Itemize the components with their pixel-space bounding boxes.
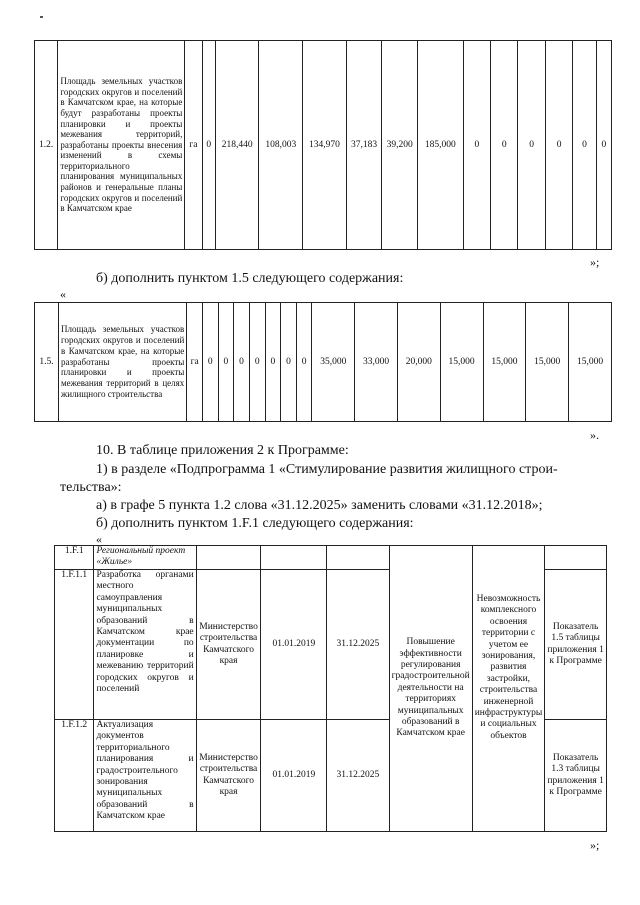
value-cell: 0	[265, 303, 281, 422]
unit-cell: га	[185, 41, 202, 250]
value-cell: 0	[463, 41, 490, 250]
value-cell: 108,003	[259, 41, 303, 250]
value-cell: 35,000	[312, 303, 355, 422]
closing-quote: »;	[590, 255, 600, 269]
program-measures-table	[54, 545, 607, 832]
end-date: 31.12.2025	[327, 720, 389, 832]
row-number: 1.F.1.2	[55, 720, 94, 832]
value-cell: 15,000	[569, 303, 612, 422]
expected-result: Повышение эффективности регулирования градостроительной деятельности на территориях муниципальных образований в Камчатском крае	[389, 546, 472, 832]
value-cell: 15,000	[483, 303, 526, 422]
measure-name: Актуализация документов территориального планирования и градостроительного зонирования муниципальных образований в Камчатском крае	[94, 720, 196, 832]
indicator-link: Показатель 1.3 таблицы приложения 1 к Программе	[545, 720, 607, 832]
value-cell: 20,000	[397, 303, 440, 422]
measure-name: Разработка органами местного самоуправления муниципальных образований в Камчатском крае документации по планировке и межеванию территорий городских округов и поселений	[94, 570, 196, 720]
row-number: 1.5.	[35, 303, 59, 422]
executor: Министерство строительства Камчатского края	[196, 720, 261, 832]
closing-quote: ».	[590, 428, 599, 442]
indicator-table-row-1-5	[34, 302, 612, 422]
indicator-description: Площадь земельных участков городских округов и поселений в Камчатском крае, на которые разработаны проекты планировки и проекты межевания территорий в целях жилищного строительства	[58, 303, 186, 422]
value-cell: 0	[518, 41, 545, 250]
executor: Министерство строительства Камчатского края	[196, 570, 261, 720]
value-cell: 15,000	[526, 303, 569, 422]
unit-cell: га	[187, 303, 203, 422]
indicator-link: Показатель 1.5 таблицы приложения 1 к Программе	[545, 570, 607, 720]
paragraph-a: а) в графе 5 пункта 1.2 слова «31.12.2025» заменить словами «31.12.2018»;	[96, 498, 543, 513]
paragraph-b-item-1-5: б) дополнить пунктом 1.5 следующего содержания:	[96, 271, 404, 286]
value-cell: 0	[234, 303, 250, 422]
value-cell: 134,970	[303, 41, 347, 250]
value-cell: 0	[573, 41, 596, 250]
value-cell: 218,440	[215, 41, 259, 250]
paragraph-10: 10. В таблице приложения 2 к Программе:	[96, 443, 349, 458]
end-date: 31.12.2025	[327, 570, 389, 720]
start-date: 01.01.2019	[261, 720, 327, 832]
row-number: 1.F.1.1	[55, 570, 94, 720]
value-cell: 15,000	[440, 303, 483, 422]
value-cell: 39,200	[382, 41, 418, 250]
table-row	[55, 546, 607, 570]
value-cell: 185,000	[417, 41, 463, 250]
row-number: 1.F.1	[55, 546, 94, 570]
empty-cell	[327, 546, 389, 570]
paragraph-b-item-1f1: б) дополнить пунктом 1.F.1 следующего содержания:	[96, 516, 414, 531]
value-cell: 0	[281, 303, 297, 422]
value-cell: 33,000	[355, 303, 398, 422]
scan-speck	[40, 16, 43, 18]
indicator-table-row-1-2	[34, 40, 612, 250]
opening-quote: «	[60, 287, 66, 301]
value-cell: 0	[202, 303, 218, 422]
value-cell: 37,183	[346, 41, 382, 250]
start-date: 01.01.2019	[261, 570, 327, 720]
empty-cell	[196, 546, 261, 570]
value-cell: 0	[596, 41, 611, 250]
value-cell: 0	[249, 303, 265, 422]
row-number: 1.2.	[35, 41, 58, 250]
value-cell: 0	[545, 41, 572, 250]
value-cell: 0	[218, 303, 234, 422]
value-cell: 0	[491, 41, 518, 250]
indicator-description: Площадь земельных участков городских округов и поселений в Камчатском крае, на которые будут разработаны проекты планировки и проекты межевания территорий, разработаны проекты внесения изменений в схемы территориального планирования муниципальных районов и генеральные планы городских округов и поселений в Камчатском крае	[58, 41, 185, 250]
table-row	[35, 303, 612, 422]
value-cell: 0	[202, 41, 215, 250]
consequence: Невозможность комплексного освоения территории с учетом ее зонирования, развития застройки, строительства инженерной инфраструктуры и социальных объектов	[472, 546, 545, 832]
opening-quote: «	[96, 532, 102, 546]
closing-quote: »;	[590, 838, 600, 852]
empty-cell	[545, 546, 607, 570]
value-cell: 0	[296, 303, 312, 422]
paragraph-1-line2: тельства»:	[60, 480, 122, 495]
table-row	[35, 41, 612, 250]
empty-cell	[261, 546, 327, 570]
paragraph-1-line1: 1) в разделе «Подпрограмма 1 «Стимулирование развития жилищного строи-	[96, 462, 558, 477]
project-name: Региональный проект «Жилье»	[94, 546, 196, 570]
